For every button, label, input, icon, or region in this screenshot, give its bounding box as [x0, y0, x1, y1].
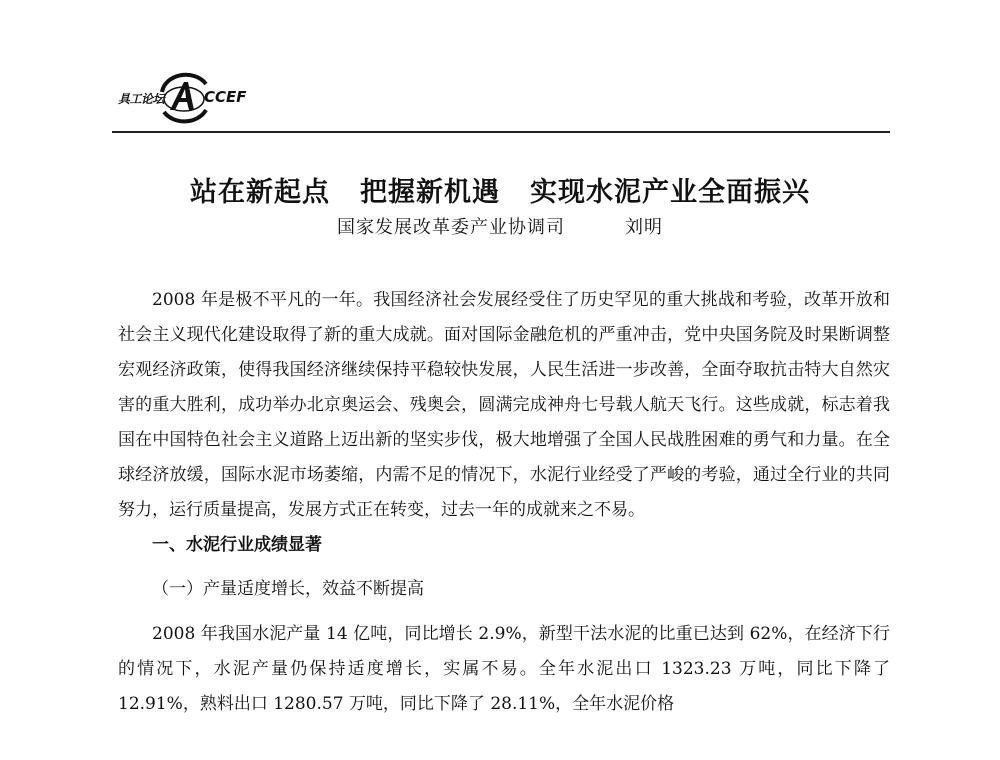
logo [112, 68, 272, 132]
section-heading: 一、水泥行业成绩显著 [152, 535, 322, 555]
title-part: 站在新起点 [190, 177, 330, 208]
header-rule [112, 131, 890, 133]
logo-emblem-icon [160, 70, 208, 128]
department: 国家发展改革委产业协调司 [337, 217, 565, 238]
title-part: 实现水泥产业全面振兴 [530, 177, 810, 208]
logo-left-text: 具工论坛 [118, 92, 165, 106]
byline [0, 213, 1000, 239]
logo-right-text: CCEF [204, 88, 247, 106]
title-part: 把握新机遇 [360, 177, 500, 208]
article-title [0, 170, 1000, 209]
paragraph: 2008 年我国水泥产量 14 亿吨，同比增长 2.9%，新型干法水泥的比重已达到 62%，在经济下行的情况下，水泥产量仍保持适度增长，实属不易。全年水泥出口 1323.23 万吨，同比下降了 12.91%，熟料出口 1280.57 万吨，同比下降了 28.11%，全年水泥价格 [118, 624, 890, 714]
article-body [118, 283, 890, 722]
paragraph: 2008 年是极不平凡的一年。我国经济社会发展经受住了历史罕见的重大挑战和考验，改革开放和社会主义现代化建设取得了新的重大成就。面对国际金融危机的严重冲击，党中央国务院及时果断调整宏观经济政策，使得我国经济继续保持平稳较快发展，人民生活进一步改善，全面夺取抗击特大自然灾害的重大胜利，成功举办北京奥运会、残奥会，圆满完成神舟七号载人航天飞行。这些成就，标志着我国在中国特色社会主义道路上迈出新的坚实步伐，极大地增强了全国人民战胜困难的勇气和力量。在全球经济放缓，国际水泥市场萎缩，内需不足的情况下，水泥行业经受了严峻的考验，通过全行业的共同努力，运行质量提高，发展方式正在转变，过去一年的成就来之不易。 [118, 290, 890, 520]
author: 刘明 [625, 217, 663, 238]
subsection-heading: （一）产量适度增长，效益不断提高 [152, 579, 424, 599]
